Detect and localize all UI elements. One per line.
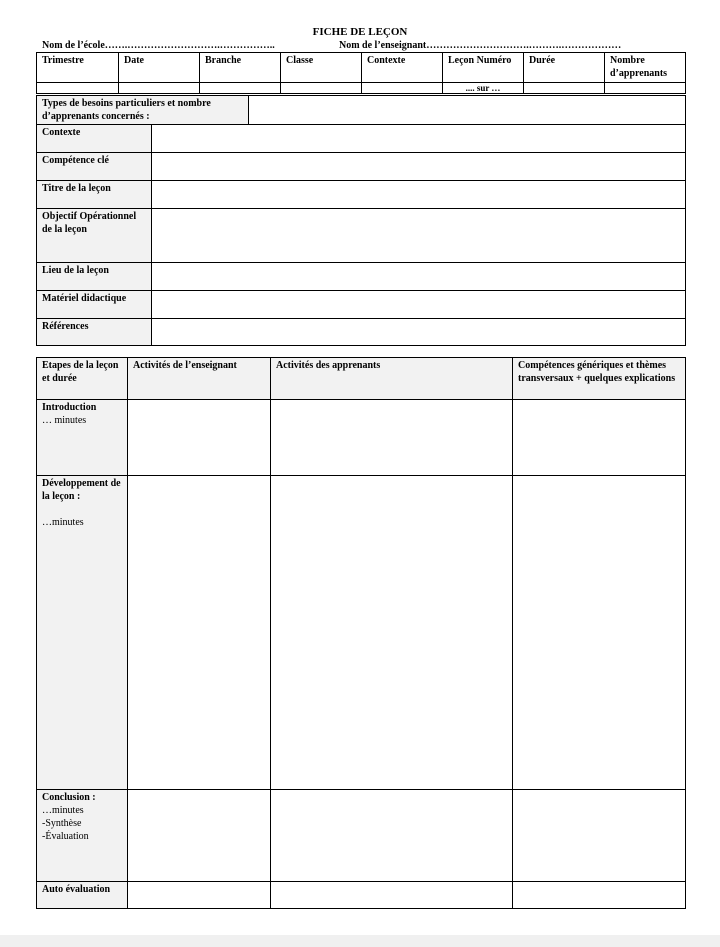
lecon-numero-value[interactable]: .... sur …: [443, 83, 524, 94]
introduction-cell: [37, 400, 128, 476]
developpement-competences[interactable]: [513, 476, 686, 790]
steps-header-apprenants: Activités des apprenants: [271, 358, 513, 400]
developpement-cell: [37, 476, 128, 790]
header-nombre-apprenants: Nombre d’apprenants: [605, 53, 686, 83]
nombre-apprenants-value[interactable]: [605, 83, 686, 94]
lesson-steps-table: [36, 357, 686, 909]
page-title: FICHE DE LEÇON: [312, 26, 408, 38]
introduction-competences[interactable]: [513, 400, 686, 476]
materiel-label: Matériel didactique: [37, 291, 152, 319]
header-lecon-numero: Leçon Numéro: [443, 53, 524, 83]
school-name-field[interactable]: Nom de l’école…….……………………….……………..: [42, 40, 275, 51]
classe-value[interactable]: [281, 83, 362, 94]
contexte-value[interactable]: [362, 83, 443, 94]
competence-cle-label: Compétence clé: [37, 153, 152, 181]
needs-label: Types de besoins particuliers et nombre d’apprenants concernés :: [37, 96, 249, 125]
conclusion-apprenants[interactable]: [271, 790, 513, 882]
teacher-name-field[interactable]: Nom de l’enseignant………………………….……….………………: [339, 40, 622, 51]
auto-evaluation-competences[interactable]: [513, 882, 686, 909]
conclusion-label: Conclusion :: [42, 792, 96, 803]
trimestre-value[interactable]: [37, 83, 119, 94]
auto-evaluation-label: Auto évaluation: [37, 882, 128, 909]
header-trimestre: Trimestre: [37, 53, 119, 83]
steps-header-etapes: Etapes de la leçon et durée: [37, 358, 128, 400]
contexte-label: Contexte: [37, 125, 152, 153]
developpement-label: Développement de la leçon :: [42, 478, 121, 502]
lieu-input[interactable]: [152, 263, 686, 291]
steps-header-enseignant: Activités de l’enseignant: [128, 358, 271, 400]
header-duree: Durée: [524, 53, 605, 83]
viewer-bottom-strip: [0, 935, 720, 947]
objectif-input[interactable]: [152, 209, 686, 263]
objectif-label: Objectif Opérationnel de la leçon: [37, 209, 152, 263]
developpement-apprenants[interactable]: [271, 476, 513, 790]
conclusion-competences[interactable]: [513, 790, 686, 882]
titre-lecon-label: Titre de la leçon: [37, 181, 152, 209]
lieu-label: Lieu de la leçon: [37, 263, 152, 291]
date-value[interactable]: [119, 83, 200, 94]
branche-value[interactable]: [200, 83, 281, 94]
lesson-header-table: [36, 52, 686, 94]
needs-value[interactable]: [249, 96, 686, 125]
titre-lecon-input[interactable]: [152, 181, 686, 209]
references-input[interactable]: [152, 319, 686, 346]
steps-header-competences: Compétences génériques et thèmes transversaux + quelques explications: [513, 358, 686, 400]
lesson-info-table: [36, 95, 686, 346]
materiel-input[interactable]: [152, 291, 686, 319]
introduction-enseignant[interactable]: [128, 400, 271, 476]
conclusion-minutes[interactable]: …minutes: [42, 805, 84, 816]
developpement-enseignant[interactable]: [128, 476, 271, 790]
references-label: Références: [37, 319, 152, 346]
header-date: Date: [119, 53, 200, 83]
conclusion-enseignant[interactable]: [128, 790, 271, 882]
conclusion-synthese: -Synthèse: [42, 818, 82, 829]
auto-evaluation-apprenants[interactable]: [271, 882, 513, 909]
introduction-apprenants[interactable]: [271, 400, 513, 476]
auto-evaluation-enseignant[interactable]: [128, 882, 271, 909]
developpement-minutes[interactable]: …minutes: [42, 517, 84, 528]
header-branche: Branche: [200, 53, 281, 83]
introduction-label: Introduction: [42, 402, 97, 413]
header-contexte: Contexte: [362, 53, 443, 83]
duree-value[interactable]: [524, 83, 605, 94]
conclusion-cell: [37, 790, 128, 882]
competence-cle-input[interactable]: [152, 153, 686, 181]
contexte-input[interactable]: [152, 125, 686, 153]
conclusion-evaluation: -Évaluation: [42, 831, 89, 842]
introduction-minutes[interactable]: … minutes: [42, 415, 87, 426]
header-classe: Classe: [281, 53, 362, 83]
